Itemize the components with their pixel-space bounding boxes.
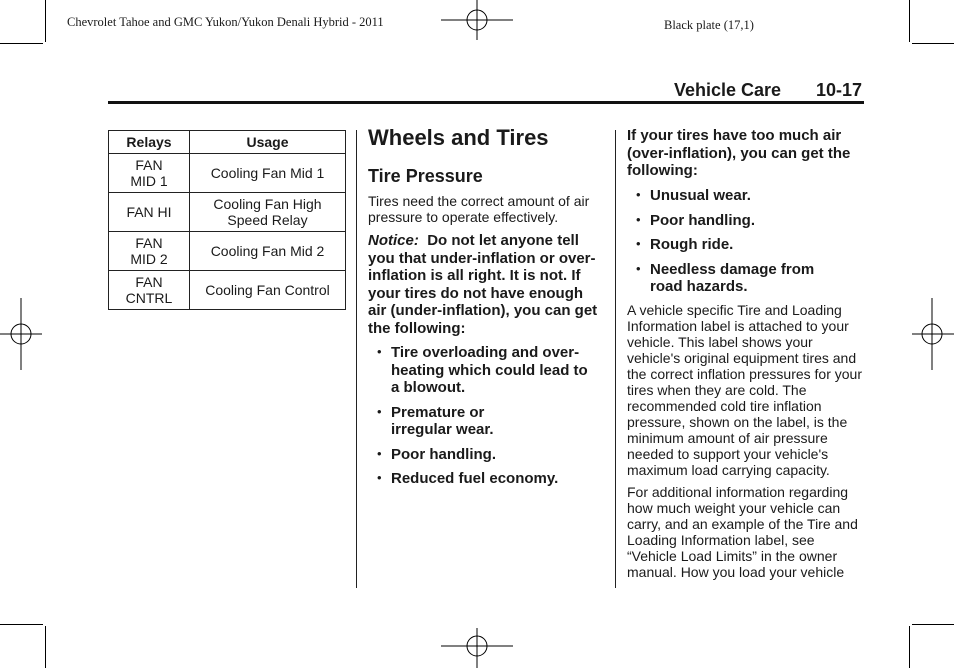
column-divider (615, 130, 616, 588)
notice-label: Notice: (368, 232, 419, 249)
usage-cell (190, 154, 346, 193)
table-row (109, 154, 346, 193)
tire-label-paragraph: A vehicle specific Tire and Loading Information label is attached to your vehicle. This label shows your vehicle's original equipment tires and the correct inflation pressures for your tires when they are cold. The recommended cold tire inflation pressure, shown on the label, is the minimum amount of air pressure needed to support your vehicle's maximum load carrying capacity. (627, 302, 862, 478)
load-info-paragraph: For additional information regarding how much weight your vehicle can carry, and an example of the Tire and Loading Information label, see “Vehicle Load Limits” in the owner manual. How you load your vehicle (627, 484, 858, 580)
usage-text: Cooling Fan Mid 2 (210, 243, 325, 259)
list-item: • Tire overloading and over-heating which could lead to a blowout. (377, 344, 599, 397)
list-item: • Premature or irregular wear. (377, 404, 515, 439)
section-title: Vehicle Care (674, 80, 782, 100)
table-header-row (109, 131, 346, 154)
usage-text: Speed Relay (227, 212, 308, 228)
usage-cell (190, 271, 346, 310)
registration-mark-top (441, 0, 513, 44)
list-item: • Needless damage from road hazards. (636, 261, 840, 296)
relay-name: FAN (135, 157, 163, 173)
header-rule (108, 101, 864, 104)
column-divider (356, 130, 357, 588)
section-heading: Tire Pressure (368, 166, 483, 186)
registration-mark-right (910, 298, 954, 370)
usage-cell (190, 232, 346, 271)
under-inflation-list (377, 344, 599, 495)
relay-cell (109, 232, 190, 271)
intro-paragraph: Tires need the correct amount of air pressure to operate effectively. (368, 193, 590, 225)
relay-name: FAN HI (126, 204, 172, 220)
relay-name: FAN (135, 235, 163, 251)
usage-text: Cooling Fan Control (205, 282, 330, 298)
over-inflation-list (636, 187, 864, 303)
plate-number: Black plate (17,1) (664, 18, 754, 32)
over-inflation-heading: If your tires have too much air (over-inflation), you can get the following: (627, 127, 851, 179)
relay-name: CNTRL (125, 290, 173, 306)
usage-cell (190, 193, 346, 232)
list-item: • Poor handling. (377, 446, 599, 464)
chapter-heading: Wheels and Tires (368, 125, 549, 150)
table-row (109, 271, 346, 310)
relay-name: MID 2 (130, 251, 168, 267)
list-item: • Poor handling. (636, 212, 864, 230)
page-number: 10-17 (816, 80, 863, 100)
column-header-usage: Usage (190, 131, 346, 154)
column-header-relays: Relays (109, 131, 190, 154)
registration-mark-bottom (441, 626, 513, 668)
notice-text: Do not let anyone tell you that under-inflation or over-inflation is all right. It is not. If your tires do not have enough air (under-inflation), you can get the following: (368, 232, 598, 337)
plate-title: Chevrolet Tahoe and GMC Yukon/Yukon Denali Hybrid - 2011 (67, 15, 384, 29)
list-item: • Reduced fuel economy. (377, 470, 599, 488)
usage-text: Cooling Fan High (213, 196, 322, 212)
usage-text: Cooling Fan Mid 1 (210, 165, 325, 181)
table-row (109, 193, 346, 232)
table-row (109, 232, 346, 271)
list-item: • Rough ride. (636, 236, 864, 254)
relay-name: MID 1 (130, 173, 168, 189)
relay-cell (109, 193, 190, 232)
list-item: • Unusual wear. (636, 187, 864, 205)
notice-block (368, 232, 604, 337)
relay-name: FAN (135, 274, 163, 290)
registration-mark-left (0, 298, 44, 370)
relay-cell (109, 271, 190, 310)
relay-table (108, 130, 346, 310)
relay-cell (109, 154, 190, 193)
